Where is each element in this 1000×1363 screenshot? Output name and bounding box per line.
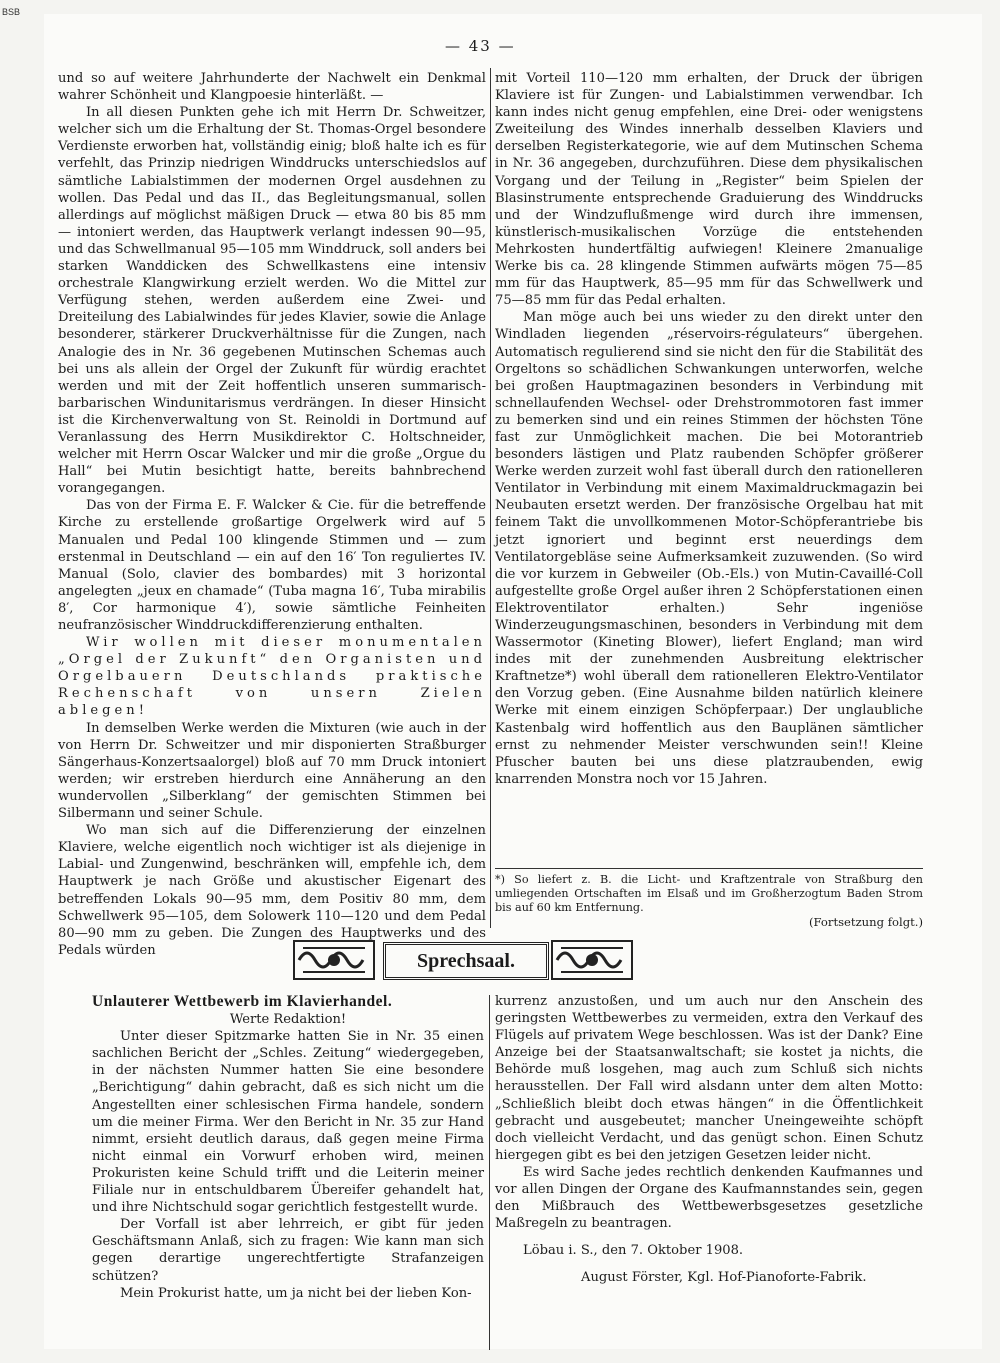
paragraph: kurrenz anzustoßen, und um auch nur den Anschein des geringsten Wettbewerbes zu vermeiden, extra den Verkauf des Flügels auf privatem Wege beschlossen. Was ist der Dank? Eine Anzeige bei der Staatsanwaltschaft; sie kostet ja nichts, die Behörde muß losgehen, mag auch zum Schluß sich nichts herausstellen. Der Fall wird alsdann unter dem alten Motto: „Schließlich bleibt doch etwas hängen“ in die Öffentlichkeit gebracht und ausgebeutet; mancher Uneingeweihte schöpft doch vielleicht Verdacht, und das genügt schon. Einen Schutz hiergegen gibt es bei den jetzigen Gesetzen leider nicht. xyxy=(495,994,923,1163)
footnote: *) So liefert z. B. die Licht- und Kraftzentrale von Straßburg den umliegenden Ortschaften im Elsaß und im Großherzogtum Baden Strom bis auf 60 km Entfernung. xyxy=(495,873,923,914)
section-title: Sprechsaal. xyxy=(383,942,549,980)
ornament-left-icon xyxy=(293,940,375,980)
paragraph: Mein Prokurist hatte, um ja nicht bei der lieben Kon- xyxy=(120,1285,472,1301)
paragraph: Das von der Firma E. F. Walcker & Cie. für die betreffende Kirche zu erstellende großartige Orgelwerk wird auf 5 Manualen und Pedal 100 klingende Stimmen und — zum erstenmal in Deutschland — ein auf den 16′ Ton reguliertes IV. Manual (Solo, clavier des bombardes) mit 3 horizontal angelegten „jeux en chamade“ (Tuba magna 16′, Tuba mirabilis 8′, Cor harmonique 4′), sowie sämtliche Feinheiten neufranzösischer Winddruckdifferenzierung enthalten. xyxy=(58,498,486,633)
right-column xyxy=(495,70,923,788)
letter-signature: August Förster, Kgl. Hof-Pianoforte-Fabrik. xyxy=(581,1270,867,1286)
paragraph-spaced: Wir wollen mit dieser monumentalen „Orgel der Zukunft“ den Organisten und Orgelbauern Deutschlands praktische Rechenschaft von unsern Zielen ablegen! xyxy=(58,635,486,719)
letter-place-date: Löbau i. S., den 7. Oktober 1908. xyxy=(523,1243,744,1259)
paragraph: und so auf weitere Jahrhunderte der Nachwelt ein Denkmal wahrer Schönheit und Klangpoesie hinterläßt. — xyxy=(58,71,486,104)
letter-left-column xyxy=(92,993,484,1302)
paragraph: In demselben Werke werden die Mixturen (wie auch in der von Herrn Dr. Schweitzer und mir disponierten Straßburger Sängerhaus-Konzertsaalorgel) bloß auf 70 mm Druck intoniert werden; wir erstreben hierdurch eine Annäherung an den wundervollen „Silberklang“ der gemischten Stimmen bei Silbermann und seiner Schule. xyxy=(58,720,486,822)
page-number: — 43 — xyxy=(445,37,516,55)
section-banner xyxy=(293,938,633,982)
paragraph: Man möge auch bei uns wieder zu den direkt unter den Windladen liegenden „réservoirs-régulateurs“ übergehen. Automatisch regulierend sind sie nicht den für die Stabilität des Orgeltons so schädlichen Schwankungen unterworfen, welche bei großen Hauptmagazinen besonders in Verbindung mit schnellaufenden Wechsel- oder Drehstrommotoren fast immer zu bemerken sind und ein reines Stimmen der höchsten Töne fast zur Unmöglichkeit machen. Die bei Motorantrieb besonders lästigen und Platz raubenden Schöpfer größerer Werke werden zurzeit wohl fast überall durch den rationelleren Ventilator in Verbindung mit einem Maximaldruckmagazin bei Neubauten ersetzt werden. Der französische Orgelbau hat mit feinem Takt die unvollkommenen Motor-Schöpferantriebe bis jetzt ignoriert und beginnt erst neuerdings dem Ventilatorgebläse seine Aufmerksamkeit zuzuwenden. (So wird die vor kurzem in Gebweiler (Ob.-Els.) von Mutin-Cavaillé-Coll aufgestellte große Orgel außer ihren 2 Schöpferstationen einen Elektroventilator erhalten.) Sehr ingeniöse Winderzeugungsmaschinen, besonders in Verbindung mit dem Wassermotor (Kineting Blower), liefert England; man wird indes mit der zunehmenden Ausbreitung elektrischer Kraftnetze*) wohl überall dem rationelleren Elektro-Ventilator den Vorzug geben. (Eine Ausnahme bilden natürlich kleinere Werke mit einem einzigen Schöpferpaar.) Der unglaubliche Kastenbalg wird hoffentlich aus den Bauplänen sämtlicher ernst zu nehmender Meister verschwunden sein!! Kleine Pfuscher bauten bei uns diese platzraubenden, ewig knarrenden Monstra noch vor 15 Jahren. xyxy=(495,310,923,787)
letter-heading: Unlauterer Wettbewerb im Klavierhandel. xyxy=(92,993,393,1010)
paragraph: Unter dieser Spitzmarke hatten Sie in Nr. 35 einen sachlichen Bericht der „Schles. Zeitung“ wiedergegeben, in der nächsten Nummer hatten Sie eine besondere „Berichtigung“ dahin gebracht, daß es sich nicht um die Angestellten einer schlesischen Firma handele, sondern um die meiner Firma. Wer den Bericht in Nr. 35 zur Hand nimmt, ersieht deutlich daraus, daß gegen meine Firma nicht einmal ein Vorwurf erhoben wird, meinen Prokuristen keine Schuld trifft und die Leiterin meiner Filiale nur in entschuldbarem Übereifer gehandelt hat, und ihre Nichtschuld sogar gerichtlich festgestellt wurde. xyxy=(92,1029,484,1216)
bsb-watermark: BSB xyxy=(2,7,21,17)
column-divider xyxy=(489,995,490,1350)
paragraph: mit Vorteil 110—120 mm erhalten, der Druck der übrigen Klaviere ist für Zungen- und Labialstimmen verwendbar. Ich kann indes nicht genug empfehlen, eine Drei- oder wenigstens Zweiteilung des Windes innerhalb desselben Klaviers und derselben Registerkategorie, wie auf dem Mutinschen Schema in Nr. 36 angegeben, durchzuführen. Diese dem physikalischen Vorgang und der Teilung in „Register“ beim Spielen der Blasinstrumente entsprechende Graduierung des Winddrucks und der Windzuflußmenge wird durch ihre immensen, künstlerisch-musikalischen Vorzüge die entstehenden Mehrkosten hundertfältig aufwiegen! Kleinere 2manualige Werke bis ca. 28 klingende Stimmen aufwärts mögen 75—85 mm für das Hauptwerk, 85—95 mm für das Schwellwerk und 75—85 mm für das Pedal erhalten. xyxy=(495,71,923,309)
paragraph: Es wird Sache jedes rechtlich denkenden Kaufmannes und vor allen Dingen der Organe des Kaufmannstandes sein, gegen den Mißbrauch des Wettbewerbsgesetzes gesetzliche Maßregeln zu beantragen. xyxy=(495,1164,923,1232)
ornament-right-icon xyxy=(551,940,633,980)
letter-salutation: Werte Redaktion! xyxy=(229,1012,347,1028)
paragraph: In all diesen Punkten gehe ich mit Herrn Dr. Schweitzer, welcher sich um die Erhaltung der St. Thomas-Orgel besondere Verdienste erworben hat, vollständig einig; bloß halte ich es für verfehlt, das Prinzip niedrigen Winddrucks unterschiedslos auf sämtliche Labialstimmen der modernen Orgel ausdehnen zu wollen. Das Pedal und das II., das Begleitungsmanual, sollen allerdings auf möglichst mäßigen Druck — etwa 80 bis 85 mm — intoniert werden, das Hauptwerk verlangt indessen 90—95, und das Schwellmanual 95—105 mm Winddruck, soll anders bei starken Wanddicken des Schwellkastens eine intensiv orchestrale Klangwirkung erzielt werden. Wo die Mittel zur Verfügung stehen, werden außerdem eine Zwei- und Dreiteilung des Labialwindes für jedes Klavier, sowie die Anlage besonderer, stärkerer Druckverhältnisse für die Zungen, nach Analogie des in Nr. 36 gegebenen Mutinschen Schemas auch bei uns als allein der Orgel der Zukunft für würdig erachtet werden und mit der Zeit hoffentlich unseren summarisch-barbarischen Windunitarismus verdrängen. In dieser Hinsicht ist die Kirchenverwaltung von St. Reinoldi in Dortmund auf Veranlassung des Herrn Musikdirektor C. Holtschneider, welcher mit Herrn Oscar Walcker und mir die große „Orgue du Hall“ bei Mutin besichtigt hatte, bereits bahnbrechend vorangegangen. xyxy=(58,105,486,497)
column-divider xyxy=(490,68,491,928)
left-column xyxy=(58,70,486,959)
paragraph: Der Vorfall ist aber lehrreich, er gibt für jeden Geschäftsmann Anlaß, sich zu fragen: Wie kann man sich gegen derartige ungerechtfertigte Strafanzeigen schützen? xyxy=(92,1217,484,1284)
letter-right-column xyxy=(495,993,923,1287)
continued-note: (Fortsetzung folgt.) xyxy=(808,915,923,929)
footnote-rule xyxy=(495,868,923,869)
paragraph: Wo man sich auf die Differenzierung der einzelnen Klaviere, welche eigentlich noch wichtiger ist als diejenige in Labial- und Zungenwind, beschränken will, empfehle ich, dem Hauptwerk je nach Größe und akustischer Eigenart des betreffenden Lokals 90—95 mm, dem Positiv 80 mm, dem Schwellwerk 95—105, dem Solowerk 110—120 und dem Pedal 80—90 mm zu geben. Die Zungen des Hauptwerks und des Pedals würden xyxy=(58,823,486,958)
